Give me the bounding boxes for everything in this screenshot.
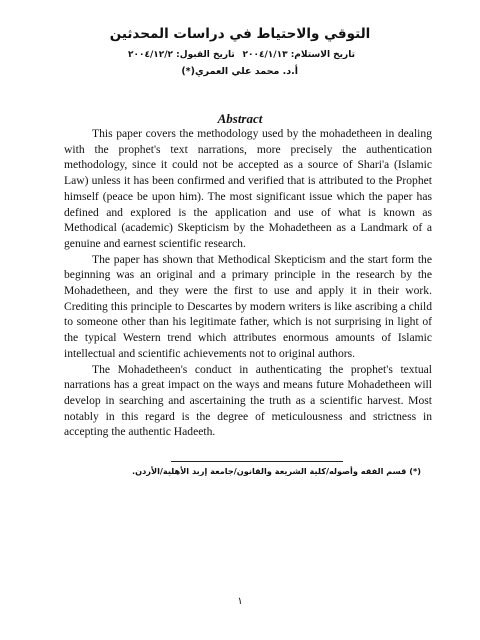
paper-title: التوقي والاحتياط في دراسات المحدثين <box>109 26 371 42</box>
abstract-paragraph-1: This paper covers the methodology used by the mohadetheen in dealing with the prophet's text narrations, more precisely the authentication methodology, since it could not be accepted as a source of Shari'a (Islamic Law) unless it has been confirmed and verified that is attributed to the Prophet himself (peace be upon him). The most significant issue which the paper has defined and explored is the application and use of what is known as Methodical (academic) Skepticism by the Mohadetheen as a Landmark of a genuine and earnest scientific research. <box>64 127 432 250</box>
abstract-paragraph-2: The paper has shown that Methodical Skepticism and the start form the beginning was an original and a primary principle in the research by the Mohadetheen, and they were the first to use and apply it in their work. Crediting this principle to Descartes by modern writers is like ascribing a child to someone other than his legitimate father, which is not surprising in light of the typical Western trend which attributes enormous amounts of Islamic intellectual and scientific achievements not to original authors. <box>64 252 432 360</box>
accepted-date: تاريخ القبول: ٢٠٠٤/١٢/٢ <box>128 50 235 60</box>
abstract-paragraph-3: The Mohadetheen's conduct in authenticating the prophet's textual narrations has a great impact on the ways and means future Mohadetheen will develop in searching and ascertaining the truth as a scientific harvest. Most notably in this regard is the degree of meticulousness and strictness in accepting the authentic Hadeeth. <box>64 362 432 439</box>
submission-dates <box>128 50 355 60</box>
author-affiliation-footnote: (*) قسم الفقه وأصوله/كلية الشريعة والقانون/جامعة إربد الأهلية/الأردن. <box>131 466 421 476</box>
received-date: تاريخ الاستلام: ٢٠٠٤/١/١٣ <box>242 50 355 60</box>
author-name: أ.د. محمد علي العمري(*) <box>181 66 298 77</box>
abstract-body <box>64 126 432 440</box>
footnote-divider <box>171 461 343 462</box>
abstract-heading: Abstract <box>217 111 263 126</box>
page-number: ١ <box>237 596 243 607</box>
